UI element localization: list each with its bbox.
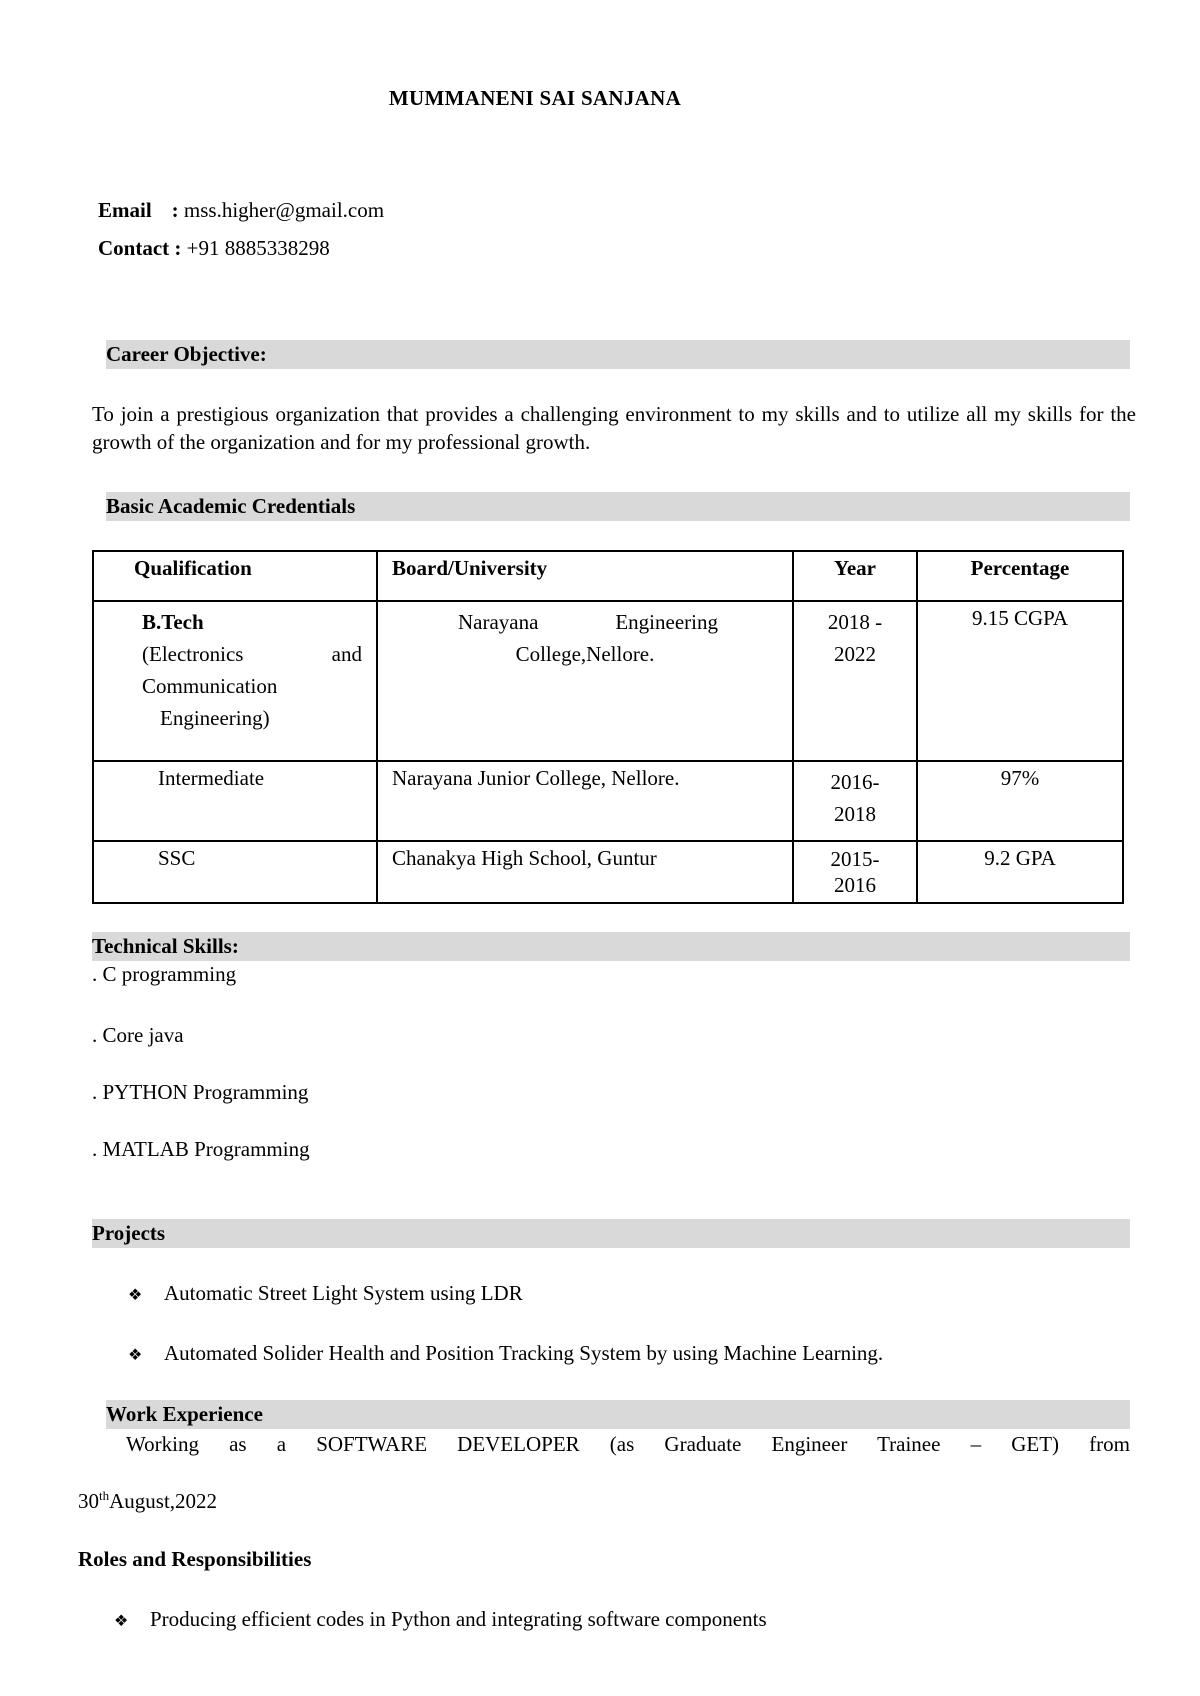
resume-name: MUMMANENI SAI SANJANA	[388, 86, 682, 110]
project-item: ❖ Automatic Street Light System using LDR	[128, 1281, 523, 1305]
table-row	[93, 601, 1123, 761]
career-objective-text: To join a prestigious organization that provides a challenging environment to my skills and to utilize all my skills for the growth of the organization and for my professional growth.	[92, 402, 1136, 454]
year-cell: 2018 - 2022	[793, 601, 917, 761]
role-item: ❖ Producing efficient codes in Python and integrating software components	[114, 1607, 767, 1631]
qualification-cell: Intermediate	[93, 761, 377, 841]
work-experience-heading: Work Experience	[106, 1400, 1130, 1429]
column-header: Qualification	[93, 551, 377, 601]
email-value: mss.higher@gmail.com	[183, 198, 385, 222]
academic-table	[92, 550, 1124, 904]
year-cell: 2016- 2018	[793, 761, 917, 841]
table-header-row	[93, 551, 1123, 601]
qualification-cell: B.Tech (Electronics and Communication Engineering)	[93, 601, 377, 761]
academics-heading: Basic Academic Credentials	[106, 492, 1130, 521]
score-cell: 9.15 CGPA	[917, 601, 1123, 761]
column-header: Percentage	[917, 551, 1123, 601]
work-experience-line: Working as a SOFTWARE DEVELOPER (as Graduate Engineer Trainee – GET) from	[126, 1432, 1130, 1456]
work-start-date: 30thAugust,2022	[78, 1488, 218, 1513]
roles-heading: Roles and Responsibilities	[78, 1547, 312, 1571]
career-objective-heading: Career Objective:	[106, 340, 1130, 369]
email-label: Email	[98, 198, 152, 222]
column-header: Year	[793, 551, 917, 601]
diamond-bullet-icon: ❖	[114, 1613, 129, 1630]
board-cell: Narayana Junior College, Nellore.	[377, 761, 793, 841]
board-cell: Chanakya High School, Guntur	[377, 841, 793, 903]
year-cell: 2015- 2016	[793, 841, 917, 903]
qualification-cell: SSC	[93, 841, 377, 903]
skill-item: . C programming	[92, 962, 237, 986]
skill-item: . MATLAB Programming	[92, 1137, 310, 1161]
score-cell: 9.2 GPA	[917, 841, 1123, 903]
board-cell: Narayana Engineering College,Nellore.	[377, 601, 793, 761]
diamond-bullet-icon: ❖	[128, 1347, 143, 1364]
table-row	[93, 761, 1123, 841]
projects-heading: Projects	[92, 1219, 1130, 1248]
diamond-bullet-icon: ❖	[128, 1287, 143, 1304]
skills-heading: Technical Skills:	[92, 932, 1130, 961]
email-separator: :	[171, 198, 179, 222]
skill-item: . PYTHON Programming	[92, 1080, 309, 1104]
phone-label: Contact :	[98, 236, 182, 260]
project-item: ❖ Automated Solider Health and Position Tracking System by using Machine Learning.	[128, 1341, 884, 1365]
column-header: Board/University	[377, 551, 793, 601]
skill-item: . Core java	[92, 1023, 184, 1047]
phone-value: +91 8885338298	[186, 236, 330, 260]
email-line	[98, 198, 384, 223]
table-row	[93, 841, 1123, 903]
score-cell: 97%	[917, 761, 1123, 841]
phone-line	[98, 236, 330, 261]
